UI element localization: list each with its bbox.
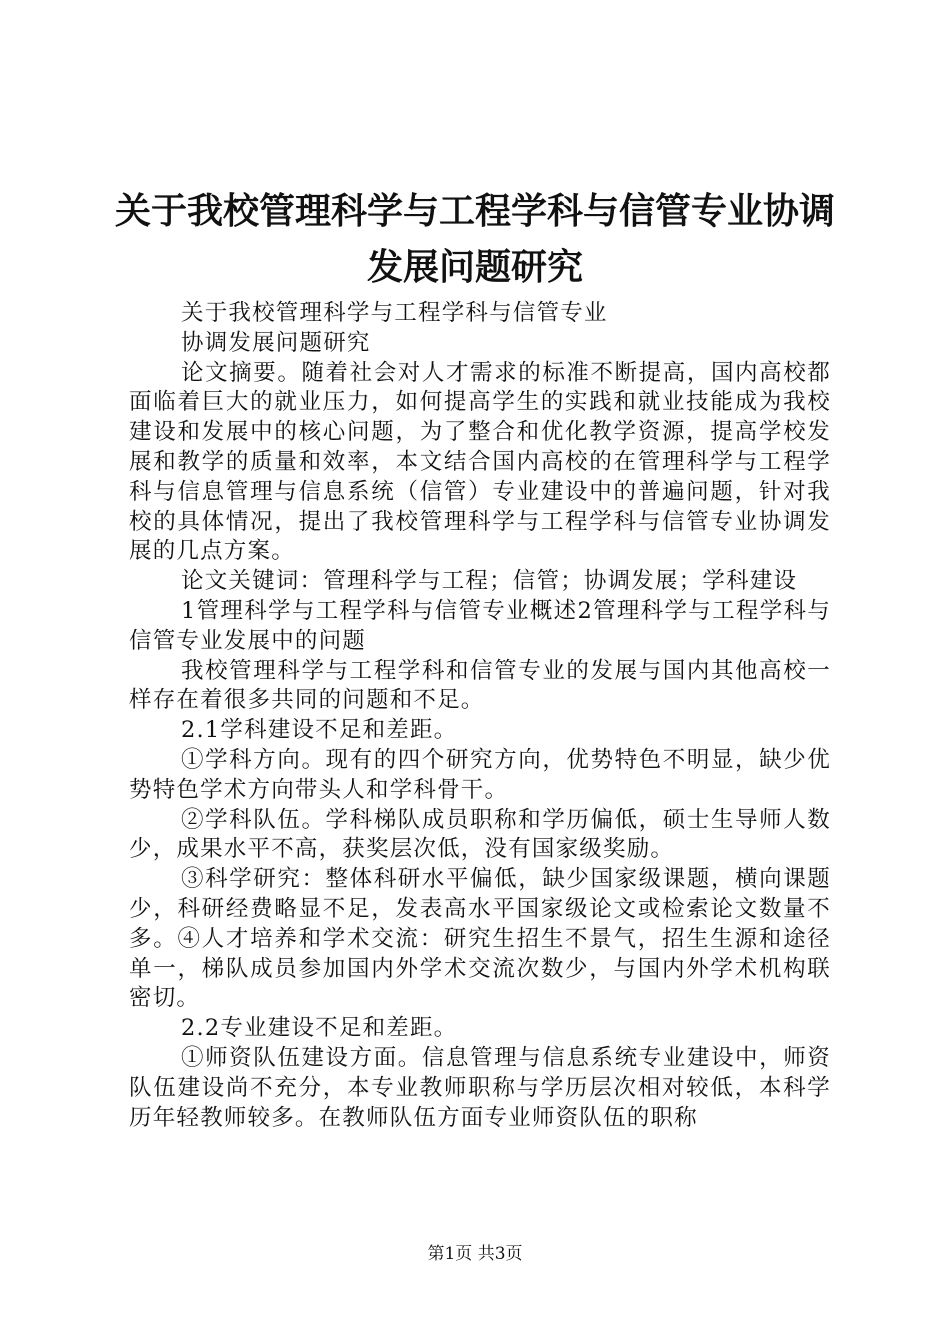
research-paragraph: ③科学研究：整体科研水平偏低，缺少国家级课题，横向课题少，科研经费略显不足，发表高水平国家级论文或检索论文数量不多。④人才培养和学术交流：研究生招生不景气，招生生源和途径单一，梯队成员参加国内外学术交流次数少，与国内外学术机构联密切。 [129,866,831,1012]
document-title-line-2: 发展问题研究 [366,247,583,288]
keywords-paragraph: 论文关键词：管理科学与工程；信管；协调发展；学科建设 [181,568,798,595]
section-2-1-heading: 2.1学科建设不足和差距。 [181,717,458,744]
discipline-team-paragraph: ②学科队伍。学科梯队成员职称和学历偏低，硕士生导师人数少，成果水平不高，获奖层次低，没有国家级奖励。 [129,806,831,863]
section-overview-paragraph: 1管理科学与工程学科与信管专业概述2管理科学与工程学科与信管专业发展中的问题 [129,597,831,654]
document-title-line-1: 关于我校管理科学与工程学科与信管专业协调 [114,191,835,232]
discipline-direction-paragraph: ①学科方向。现有的四个研究方向，优势特色不明显，缺少优势特色学术方向带头人和学科骨干。 [129,746,831,803]
document-body [129,299,831,1133]
problems-intro-paragraph: 我校管理科学与工程学科和信管专业的发展与国内其他高校一样存在着很多共同的问题和不足。 [129,657,831,714]
faculty-paragraph: ①师资队伍建设方面。信息管理与信息系统专业建设中，师资队伍建设尚不充分，本专业教师职称与学历层次相对较低，本科学历年轻教师较多。在教师队伍方面专业师资队伍的职称 [129,1044,831,1131]
section-2-2-heading: 2.2专业建设不足和差距。 [181,1015,458,1042]
abstract-paragraph: 论文摘要。随着社会对人才需求的标准不断提高，国内高校都面临着巨大的就业压力，如何提高学生的实践和就业技能成为我校建设和发展中的核心问题，为了整合和优化教学资源，提高学校发展和教学的质量和效率，本文结合国内高校的在管理科学与工程学科与信息管理与信息系统（信管）专业建设中的普遍问题，针对我校的具体情况，提出了我校管理科学与工程学科与信管专业协调发展的几点方案。 [129,359,831,565]
subtitle-line-2: 协调发展问题研究 [181,329,371,356]
page-footer: 第1页 共3页 [427,1244,523,1264]
subtitle-line-1: 关于我校管理科学与工程学科与信管专业 [181,300,608,326]
